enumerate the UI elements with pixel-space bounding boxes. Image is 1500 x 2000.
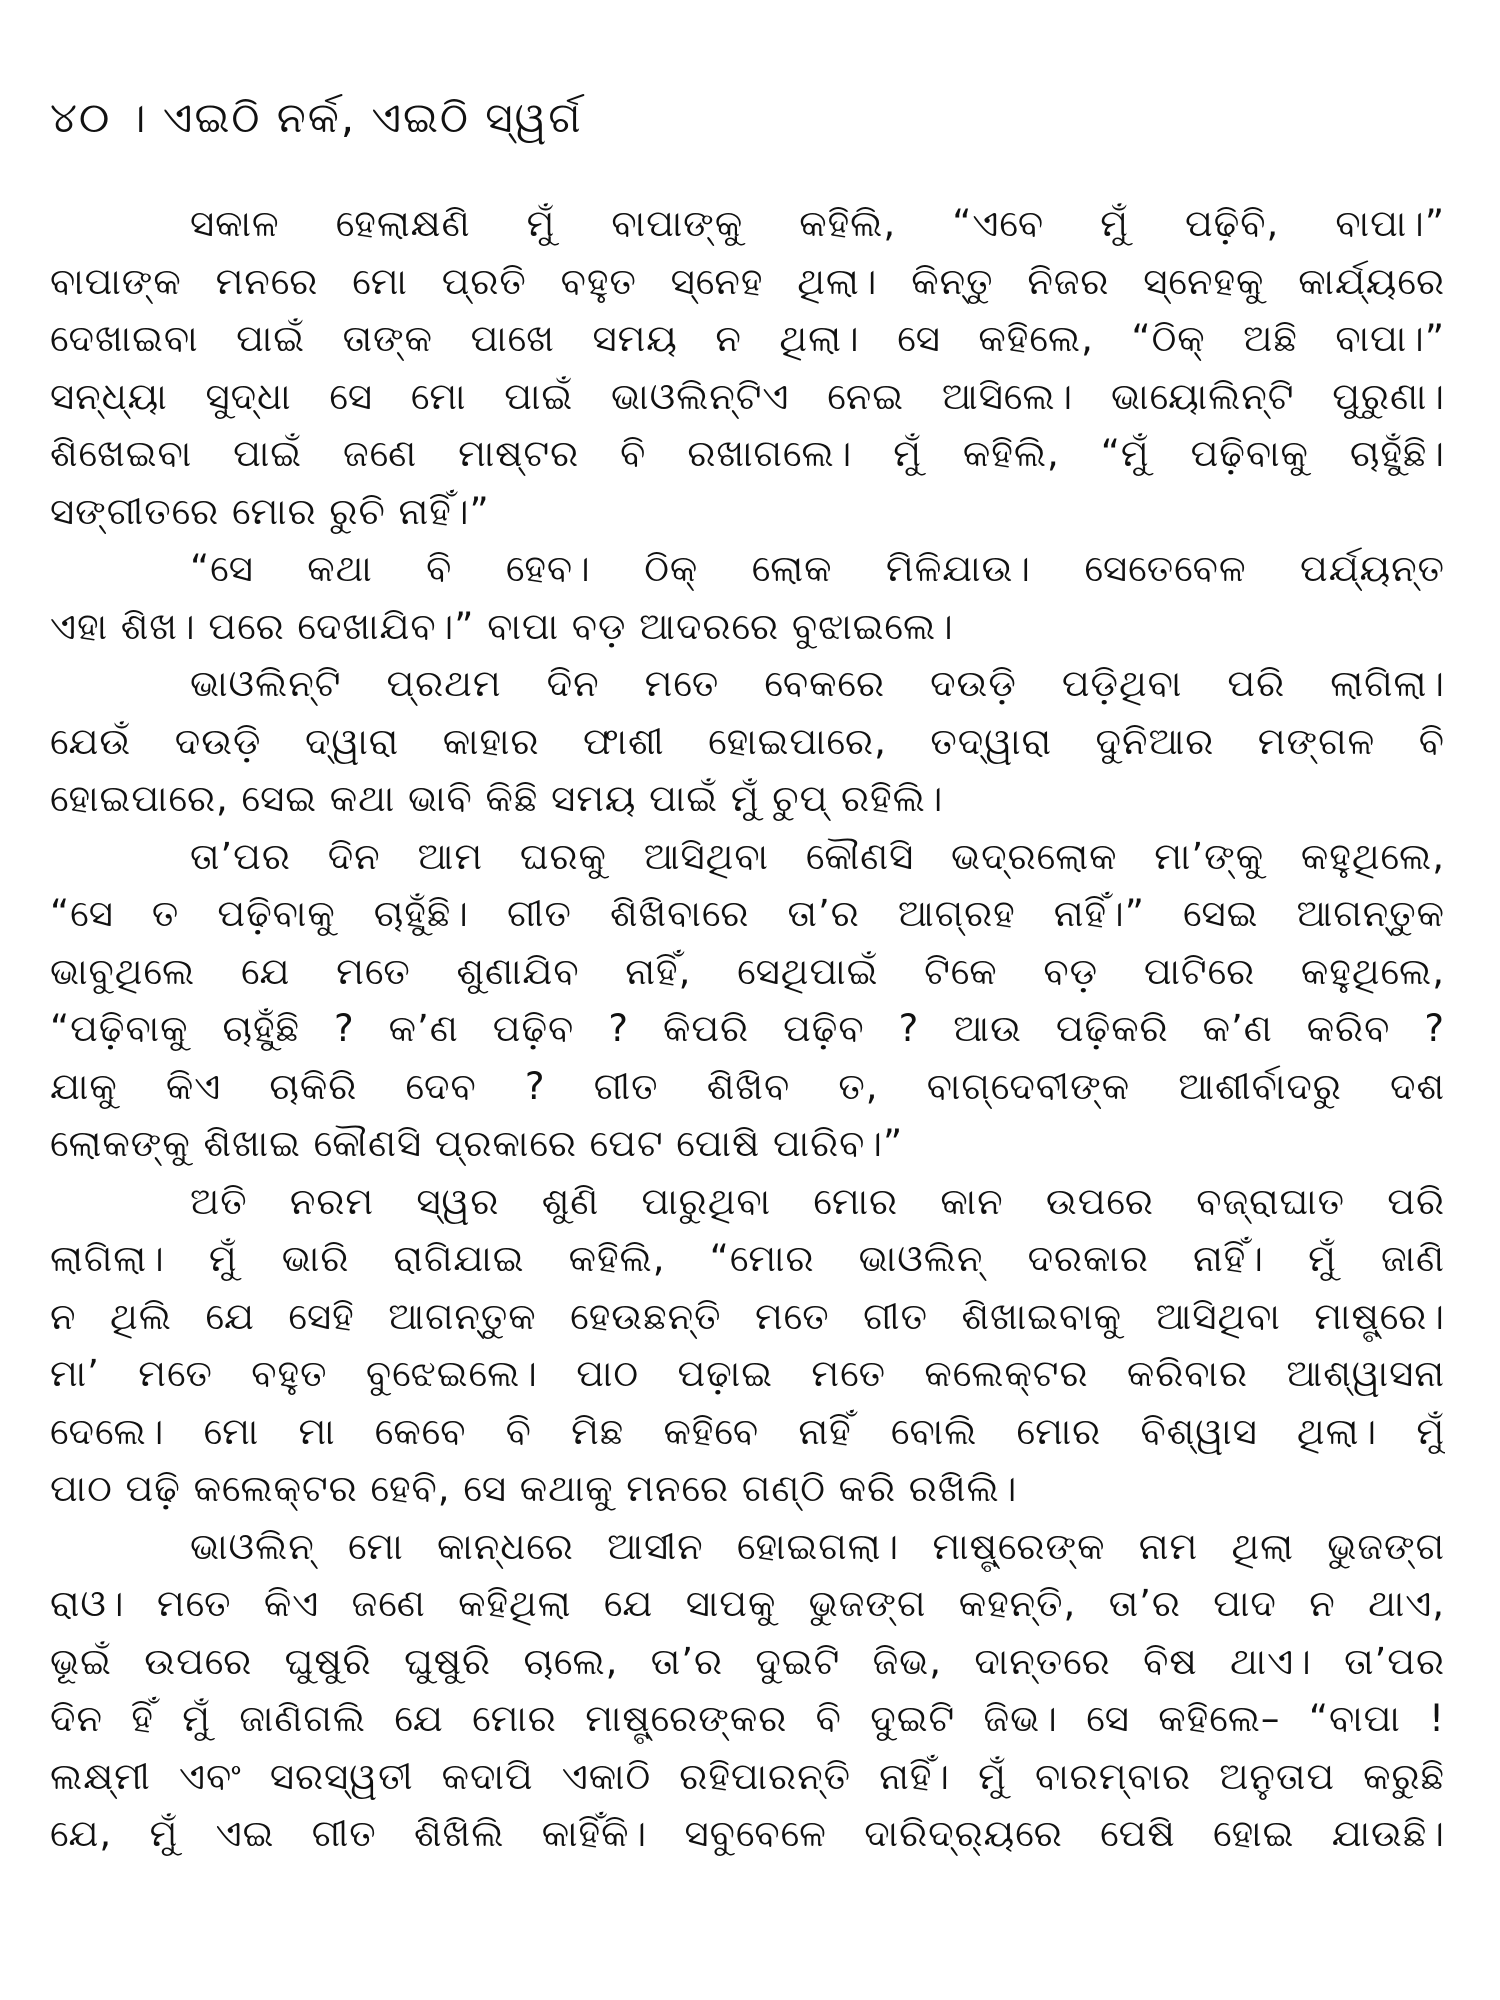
text-line: ଲୋକଙ୍କୁ ଶିଖାଇ କୌଣସି ପ୍ରକାରେ ପେଟ ପୋଷି ପାରିବ।” bbox=[50, 1122, 904, 1165]
text-line: ଦିନ ହିଁ ମୁଁ ଜାଣିଗଲି ଯେ ମୋର ମାଷ୍ଟ୍ରେଙ୍କର ବି ଦୁଇଟି ଜିଭ। ସେ କହିଲେ– “ବାପା ! bbox=[50, 1697, 1445, 1740]
text-line: “ସେ କଥା ବି ହେବ। ଠିକ୍ ଲୋକ ମିଳିଯାଉ। ସେତେବେଳ ପର୍ଯ୍ୟନ୍ତ bbox=[190, 547, 1445, 590]
text-line: ଭାଓଲିନ୍‌ଟି ପ୍ରଥମ ଦିନ ମତେ ବେକରେ ଦଉଡ଼ି ପଡ଼ିଥିବା ପରି ଲାଗିଲା। bbox=[190, 662, 1445, 705]
text-line: ଯେ, ମୁଁ ଏଇ ଗୀତ ଶିଖିଲି କାହିଁକି। ସବୁବେଳେ ଦାରିଦ୍ର୍ୟରେ ପେଷି ହୋଇ ଯାଉଛି। bbox=[50, 1812, 1445, 1855]
text-line: ଶିଖେଇବା ପାଇଁ ଜଣେ ମାଷ୍ଟର ବି ରଖାଗଲେ। ମୁଁ କହିଲି, “ମୁଁ ପଢ଼ିବାକୁ ଚାହୁଁଛି। bbox=[50, 432, 1445, 475]
text-line: ଯାକୁ କିଏ ଚାକିରି ଦେବ ? ଗୀତ ଶିଖିବ ତ, ବାଗ୍‌ଦେବୀଙ୍କ ଆଶୀର୍ବାଦରୁ ଦଶ bbox=[50, 1064, 1445, 1108]
text-line: ଲକ୍ଷ୍ମୀ ଏବଂ ସରସ୍ୱତୀ କଦାପି ଏକାଠି ରହିପାରନ୍ତି ନାହିଁ। ମୁଁ ବାରମ୍ବାର ଅନୁତାପ କରୁଛି bbox=[50, 1754, 1445, 1798]
text-line: ଭାବୁଥିଲେ ଯେ ମତେ ଶୁଣାଯିବ ନାହିଁ, ସେଥିପାଇଁ ଟିକେ ବଡ଼ ପାଟିରେ କହୁଥିଲେ, bbox=[50, 949, 1445, 993]
text-line: ଲାଗିଲା। ମୁଁ ଭାରି ରାଗିଯାଇ କହିଲି, “ମୋର ଭାଓଲିନ୍ ଦରକାର ନାହିଁ। ମୁଁ ଜାଣି bbox=[50, 1237, 1445, 1280]
text-line: ତା’ପର ଦିନ ଆମ ଘରକୁ ଆସିଥିବା କୌଣସି ଭଦ୍ରଲୋକ ମା’ଙ୍କୁ କହୁଥିଲେ, bbox=[190, 834, 1445, 878]
text-line: ଭାଓଲିନ୍ ମୋ କାନ୍ଧରେ ଆସୀନ ହୋଇଗଲା। ମାଷ୍ଟ୍ରେଙ୍କ ନାମ ଥିଲା ଭୁଜଙ୍ଗ bbox=[190, 1524, 1445, 1568]
text-line: ନ ଥିଲି ଯେ ସେହି ଆଗନ୍ତୁକ ହେଉଛନ୍ତି ମତେ ଗୀତ ଶିଖାଇବାକୁ ଆସିଥିବା ମାଷ୍ଟ୍ରେ। bbox=[50, 1294, 1445, 1338]
text-line: ହୋଇପାରେ, ସେଇ କଥା ଭାବି କିଛି ସମୟ ପାଇଁ ମୁଁ ଚୁପ୍ ରହିଲି। bbox=[50, 777, 944, 820]
text-line: ଅତି ନରମ ସ୍ୱର ଶୁଣି ପାରୁଥିବା ମୋର କାନ ଉପରେ ବଜ୍ରାଘାତ ପରି bbox=[190, 1179, 1445, 1223]
body-text bbox=[50, 195, 1445, 1863]
text-line: ମା’ ମତେ ବହୁତ ବୁଝେଇଲେ। ପାଠ ପଢ଼ାଇ ମତେ କଲେକ୍ଟର କରିବାର ଆଶ୍ୱାସନା bbox=[50, 1352, 1445, 1395]
text-line: ରାଓ। ମତେ କିଏ ଜଣେ କହିଥିଲା ଯେ ସାପକୁ ଭୁଜଙ୍ଗ କହନ୍ତି, ତା’ର ପାଦ ନ ଥାଏ, bbox=[50, 1582, 1445, 1625]
text-line: ଏହା ଶିଖ। ପରେ ଦେଖାଯିବ।” ବାପା ବଡ଼ ଆଦରରେ ବୁଝାଇଲେ। bbox=[50, 604, 954, 648]
text-line: ଦେଖାଇବା ପାଇଁ ତାଙ୍କ ପାଖେ ସମୟ ନ ଥିଲା। ସେ କହିଲେ, “ଠିକ୍ ଅଛି ବାପା।” bbox=[50, 317, 1445, 360]
text-line: ସନ୍ଧ୍ୟା ସୁଦ୍ଧା ସେ ମୋ ପାଇଁ ଭାଓଲିନ୍‌ଟିଏ ନେଇ ଆସିଲେ। ଭାୟୋଲିନ୍‌ଟି ପୁରୁଣା। bbox=[50, 374, 1445, 418]
running-header: ୪୦ । ଏଇଠି ନର୍କ, ଏଇଠି ସ୍ୱର୍ଗ bbox=[50, 93, 583, 142]
text-line: “ସେ ତ ପଢ଼ିବାକୁ ଚାହୁଁଛି। ଗୀତ ଶିଖିବାରେ ତା’ର ଆଗ୍ରହ ନାହିଁ।” ସେଇ ଆଗନ୍ତୁକ bbox=[50, 892, 1445, 935]
text-line: ଭୂଇଁ ଉପରେ ଘୁଷୁରି ଘୁଷୁରି ଚାଲେ, ତା’ର ଦୁଇଟି ଜିଭ, ଦାନ୍ତରେ ବିଷ ଥାଏ। ତା’ପର bbox=[50, 1639, 1445, 1683]
text-line: ଯେଉଁ ଦଉଡ଼ି ଦ୍ୱାରା କାହାର ଫାଶୀ ହୋଇପାରେ, ତଦ୍ୱାରା ଦୁନିଆର ମଙ୍ଗଳ ବି bbox=[50, 719, 1445, 763]
text-line: ବାପାଙ୍କ ମନରେ ମୋ ପ୍ରତି ବହୁତ ସ୍ନେହ ଥିଲା। କିନ୍ତୁ ନିଜର ସ୍ନେହକୁ କାର୍ଯ୍ୟରେ bbox=[50, 259, 1445, 303]
text-line: “ପଢ଼ିବାକୁ ଚାହୁଁଛି ? କ’ଣ ପଢ଼ିବ ? କିପରି ପଢ଼ିବ ? ଆଉ ପଢ଼ିକରି କ’ଣ କରିବ ? bbox=[50, 1007, 1445, 1050]
text-line: ସକାଳ ହେଲାକ୍ଷଣି ମୁଁ ବାପାଙ୍କୁ କହିଲି, “ଏବେ ମୁଁ ପଢ଼ିବି, ବାପା।” bbox=[190, 202, 1445, 245]
text-line: ଦେଲେ। ମୋ ମା କେବେ ବି ମିଛ କହିବେ ନାହିଁ ବୋଲି ମୋର ବିଶ୍ୱାସ ଥିଲା। ମୁଁ bbox=[50, 1409, 1445, 1453]
text-line: ସଙ୍ଗୀତରେ ମୋର ରୁଚି ନାହିଁ।” bbox=[50, 489, 490, 533]
text-line: ପାଠ ପଢ଼ି କଲେକ୍ଟର ହେବି, ସେ କଥାକୁ ମନରେ ଗଣ୍ଠି କରି ରଖିଲି। bbox=[50, 1467, 1018, 1510]
